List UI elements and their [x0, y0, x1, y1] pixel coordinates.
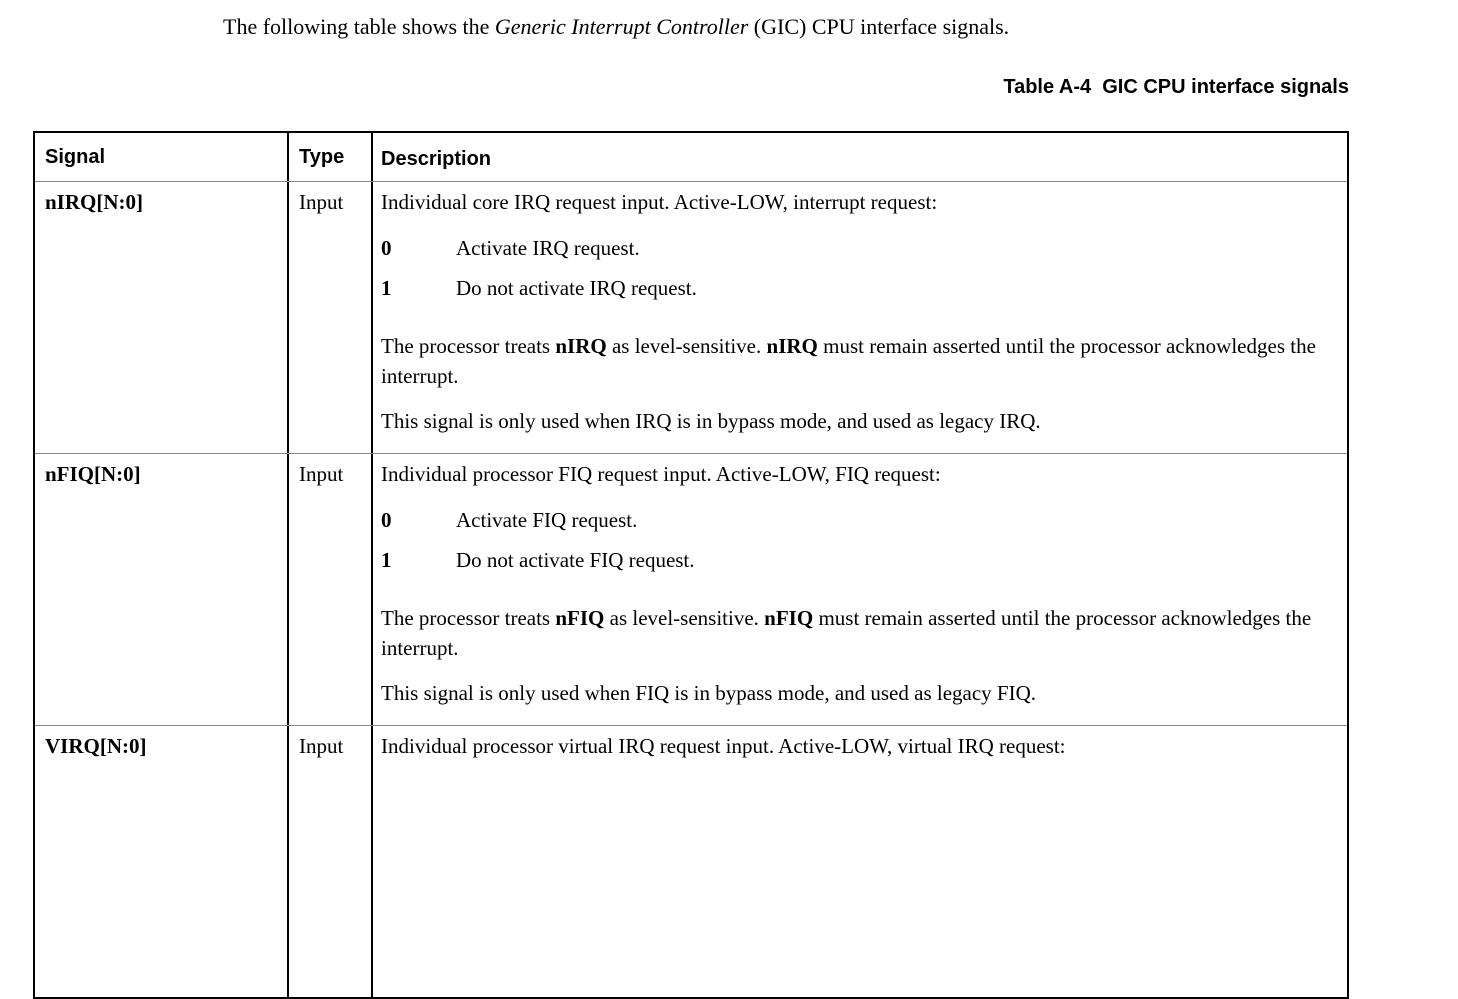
description-cell	[371, 182, 1347, 453]
description-cell	[371, 726, 1347, 997]
intro-text-italic: Generic Interrupt Controller	[494, 14, 749, 39]
value-term: 1	[381, 276, 392, 300]
intro-text-pre: The following table shows the	[223, 14, 495, 39]
table-row-virq	[35, 726, 1347, 997]
value-list	[381, 233, 1333, 303]
signal-cell: nIRQ[N:0]	[45, 190, 143, 214]
value-item	[381, 233, 1333, 263]
para-text: must remain asserted until the processor acknowledges the interrupt.	[381, 334, 1316, 388]
value-item	[381, 505, 1333, 535]
table-header-description: Description	[371, 133, 1347, 181]
para-text: as level-sensitive.	[604, 606, 765, 630]
signal-cell: VIRQ[N:0]	[45, 734, 147, 758]
table-caption: Table A-4 GIC CPU interface signals	[1003, 76, 1349, 98]
table-row-nirq	[35, 182, 1347, 454]
value-term: 0	[381, 508, 392, 532]
para-text: The processor treats	[381, 334, 556, 358]
description-paragraph	[381, 603, 1333, 663]
description-paragraph	[381, 331, 1333, 391]
para-text: must remain asserted until the processor acknowledges the interrupt.	[381, 606, 1312, 660]
para-text: The processor treats	[381, 606, 556, 630]
value-term: 1	[381, 548, 392, 572]
description-note: This signal is only used when FIQ is in bypass mode, and used as legacy FIQ.	[381, 681, 1037, 705]
description-note: This signal is only used when IRQ is in bypass mode, and used as legacy IRQ.	[381, 409, 1041, 433]
signals-table	[33, 131, 1349, 999]
value-meaning: Activate IRQ request.	[456, 236, 640, 260]
table-header-type: Type	[287, 133, 371, 181]
description-cell	[371, 454, 1347, 725]
table-header-row	[35, 133, 1347, 182]
table-row-nfiq	[35, 454, 1347, 726]
type-cell: Input	[287, 454, 371, 725]
value-item	[381, 273, 1333, 303]
description-intro: Individual core IRQ request input. Active-LOW, interrupt request:	[381, 190, 938, 214]
type-cell: Input	[287, 182, 371, 453]
description-intro: Individual processor FIQ request input. Active-LOW, FIQ request:	[381, 462, 941, 486]
signal-ref: nFIQ	[764, 606, 814, 630]
value-item	[381, 545, 1333, 575]
signal-cell: nFIQ[N:0]	[45, 462, 141, 486]
table-header-signal: Signal	[45, 145, 106, 168]
intro-text-post: (GIC) CPU interface signals.	[748, 14, 1010, 39]
intro-paragraph	[223, 12, 1009, 42]
para-text: as level-sensitive.	[606, 334, 767, 358]
signal-ref: nIRQ	[555, 334, 607, 358]
value-meaning: Do not activate FIQ request.	[456, 548, 695, 572]
value-meaning: Activate FIQ request.	[456, 508, 638, 532]
description-intro: Individual processor virtual IRQ request input. Active-LOW, virtual IRQ request:	[381, 734, 1066, 758]
signal-ref: nIRQ	[766, 334, 818, 358]
type-cell: Input	[287, 726, 371, 997]
value-term: 0	[381, 236, 392, 260]
value-meaning: Do not activate IRQ request.	[456, 276, 697, 300]
signal-ref: nFIQ	[555, 606, 605, 630]
value-list	[381, 505, 1333, 575]
